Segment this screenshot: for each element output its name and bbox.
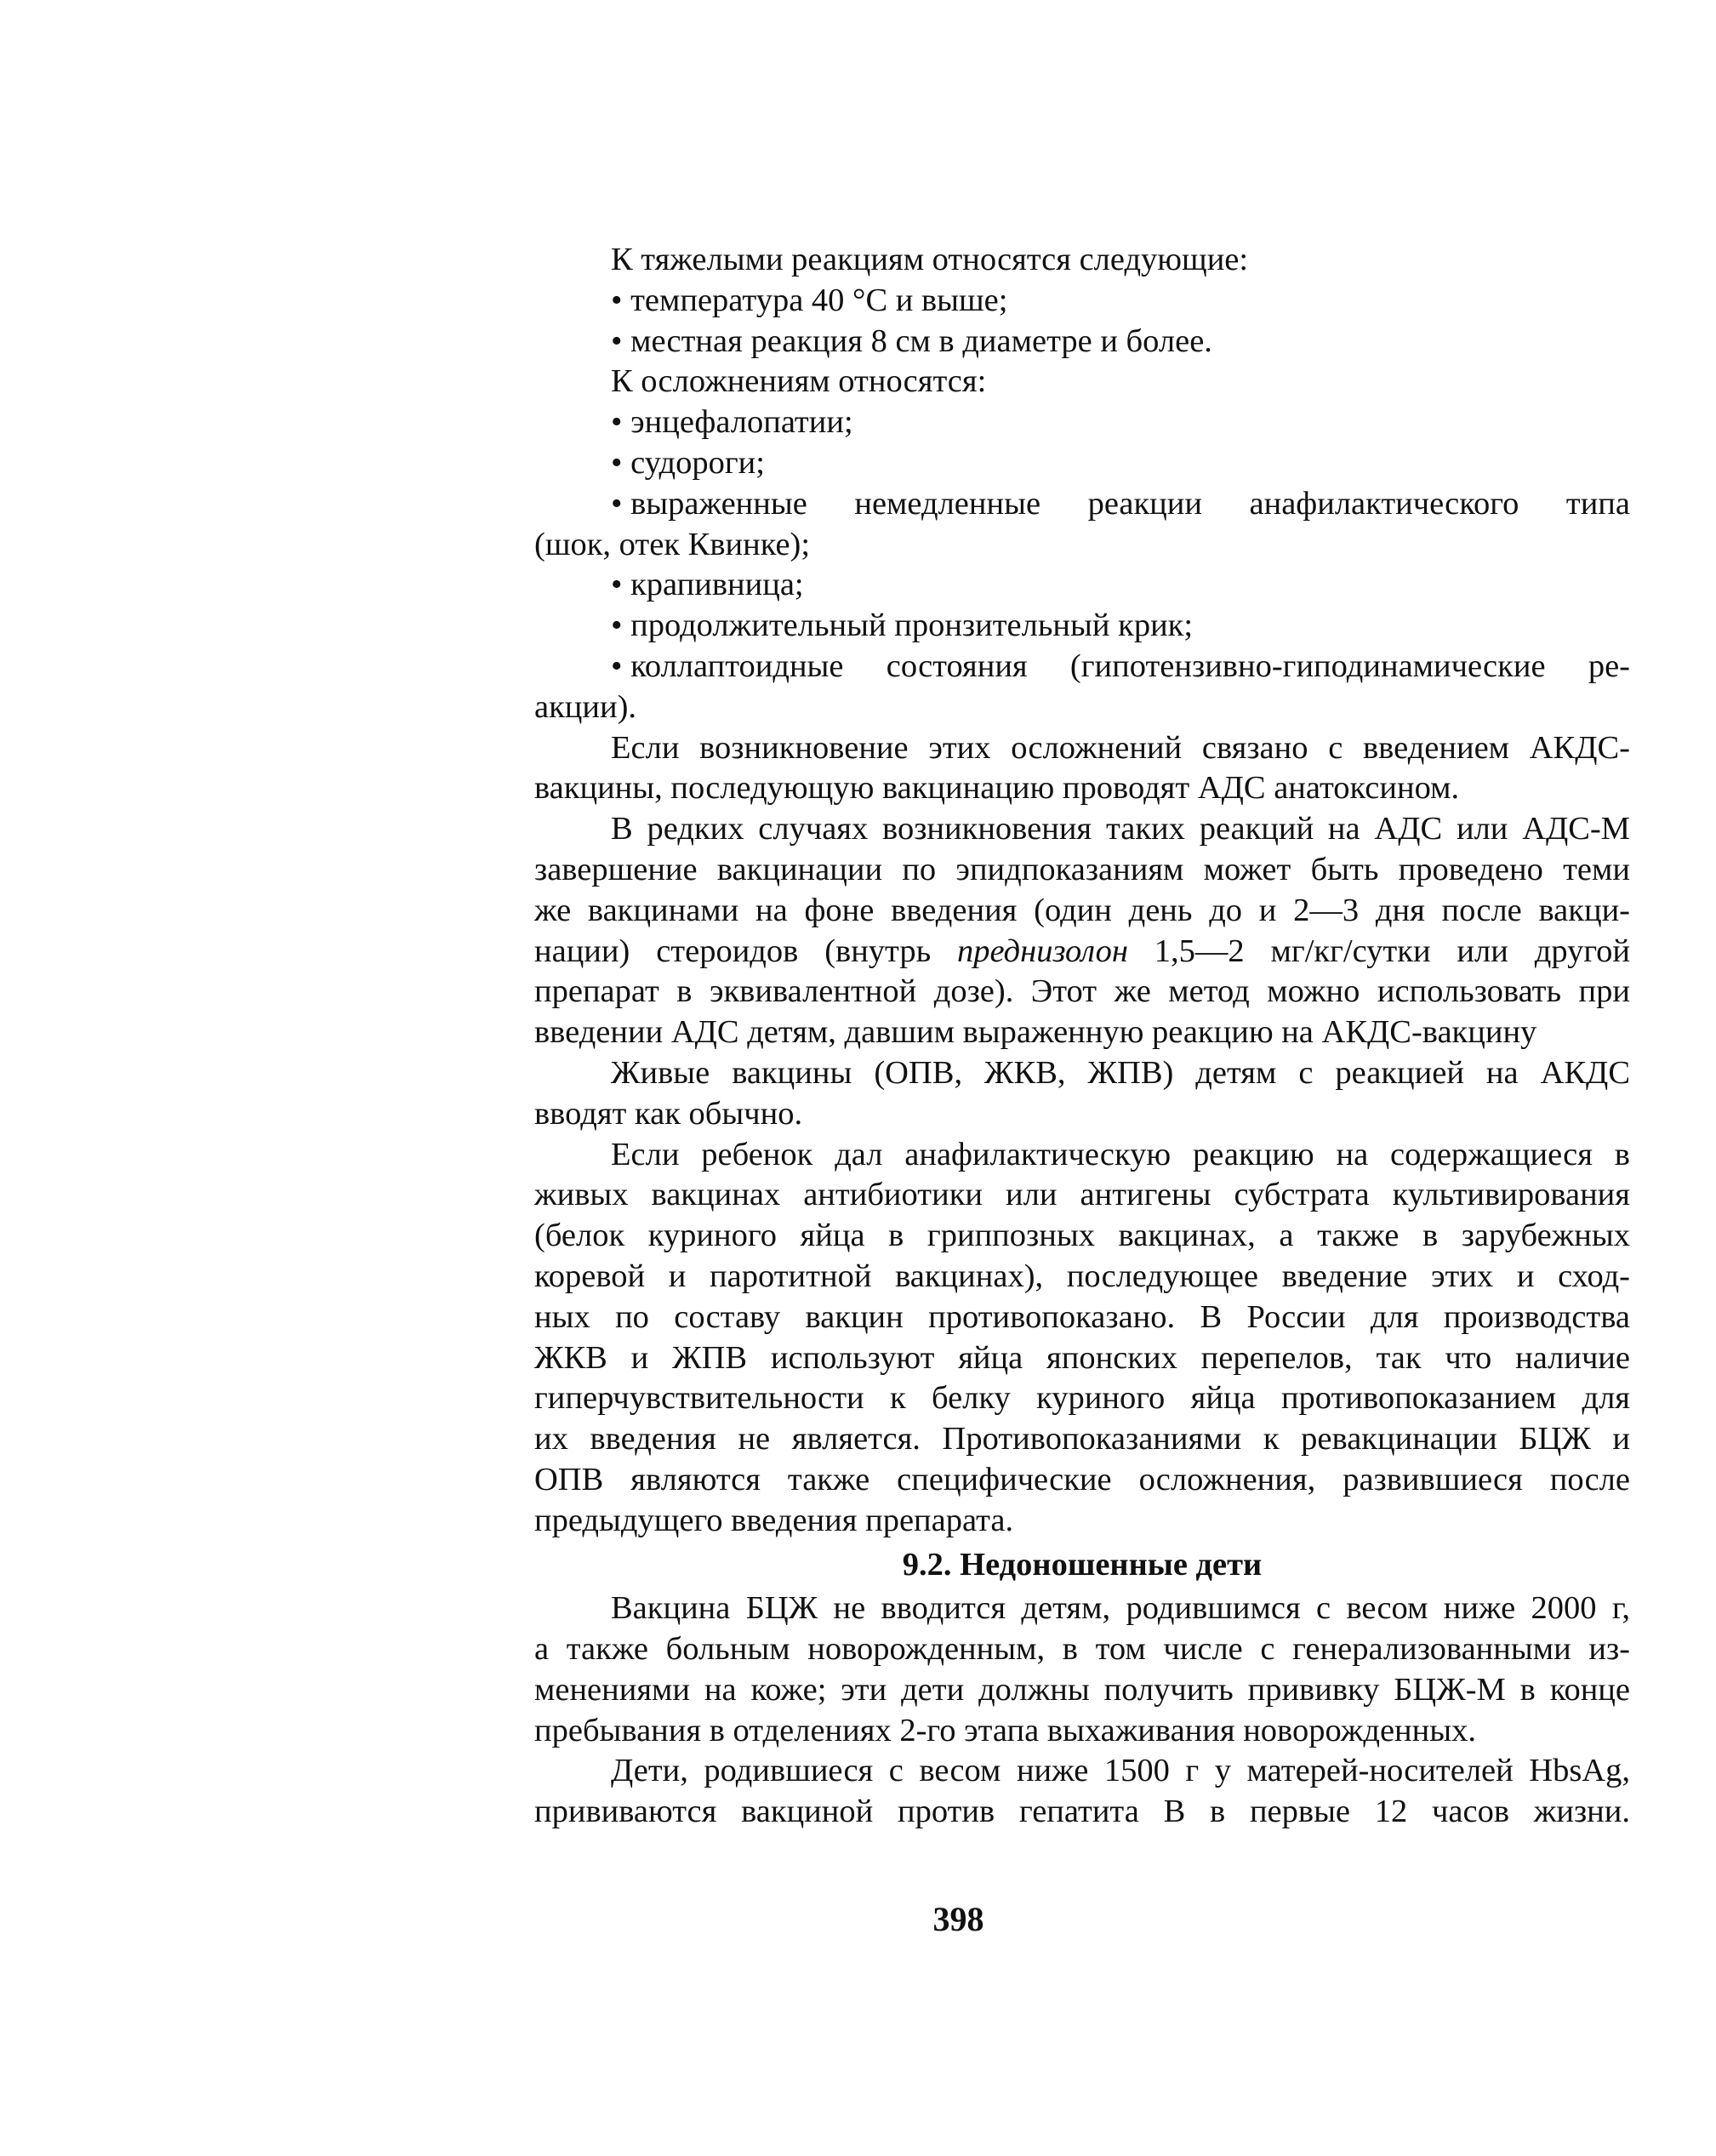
list-item: • крапивница; (534, 565, 1630, 606)
list-item: • местная реакция 8 см в диаметре и более. (534, 322, 1630, 362)
list-item: • температура 40 °С и выше; (534, 281, 1630, 322)
list-item: • энцефалопатии; (534, 402, 1630, 443)
paragraph-line: нации) стероидов (внутрь преднизолон 1,5—2 мг/кг/сутки или другой (534, 933, 1630, 969)
page-text (534, 240, 1630, 1833)
paragraph-line: вводят как обычно. (534, 1095, 803, 1132)
bullet-icon: • (611, 282, 623, 318)
bullet-icon: • (611, 567, 623, 603)
paragraph-line: ЖКВ и ЖПВ используют яйца японских перепелов, так что наличие (534, 1339, 1630, 1376)
bullet-icon: • (611, 404, 623, 441)
paragraph-line: (белок куриного яйца в гриппозных вакцинах, а также в зарубежных (534, 1218, 1630, 1254)
bullet-icon: • (611, 647, 623, 684)
complications-intro: К осложнениям относятся: (611, 363, 987, 400)
paragraph-line: ОПВ являются также специфические осложнения, развившиеся после (534, 1461, 1630, 1497)
paragraph-line: а также больным новорожденным, в том числе с генерализованными из- (534, 1631, 1630, 1668)
page-number: 398 (932, 1900, 984, 1938)
paragraph-line: предыдущего введения препарата. (534, 1502, 1014, 1538)
paragraph-line: живых вакцинах антибиотики или антигены субстрата культивирования (534, 1177, 1630, 1213)
list-item: • коллаптоидные состояния (гипотензивно-гиподинамические ре- (534, 647, 1630, 687)
drug-name: преднизолон (957, 933, 1128, 969)
list-item-continuation: (шок, отек Квинке); (534, 526, 811, 562)
paragraph-line: завершение вакцинации по эпидпоказаниям может быть проведено теми (534, 851, 1630, 887)
paragraph-line: коревой и паротитной вакцинах), последующее введение этих и сход- (534, 1258, 1630, 1294)
bullet-icon: • (611, 485, 623, 522)
bullet-icon: • (611, 322, 623, 359)
severe-reactions-intro: К тяжелыми реакциям относятся следующие: (611, 242, 1249, 277)
list-item: • выраженные немедленные реакции анафилактического типа (534, 484, 1630, 525)
paragraph-line: Вакцина БЦЖ не вводится детям, родившимся с весом ниже 2000 г, (611, 1590, 1630, 1627)
bullet-icon: • (611, 444, 623, 481)
paragraph-line: введении АДС детям, давшим выраженную реакцию на АКДС-вакцину (534, 1014, 1537, 1051)
list-item: • продолжительный пронзительный крик; (534, 606, 1630, 647)
paragraph-line: прививаются вакциной против гепатита В в первые 12 часов жизни. (534, 1794, 1630, 1830)
paragraph-line: менениями на коже; эти дети должны получить прививку БЦЖ-М в конце (534, 1671, 1630, 1708)
paragraph-line: В редких случаях возникновения таких реакций на АДС или АДС-М (611, 811, 1630, 847)
paragraph-line: Дети, родившиеся с весом ниже 1500 г у матерей-носителей HbsAg, (611, 1753, 1630, 1789)
section-heading: 9.2. Недоношенные дети (902, 1546, 1263, 1583)
paragraph-line: вакцины, последующую вакцинацию проводят АДС анатоксином. (534, 770, 1460, 807)
paragraph-line: Если ребенок дал анафилактическую реакцию на содержащиеся в (611, 1136, 1630, 1172)
bullet-icon: • (611, 607, 623, 644)
list-item-continuation: акции). (534, 688, 637, 725)
paragraph-line: же вакцинами на фоне введения (один день до и 2—3 дня после вакци- (534, 892, 1630, 928)
paragraph-line: Если возникновение этих осложнений связано с введением АКДС- (611, 729, 1630, 766)
list-item: • судороги; (534, 443, 1630, 484)
paragraph-line: препарат в эквивалентной дозе). Этот же метод можно использовать при (534, 973, 1630, 1010)
paragraph-line: их введения не является. Противопоказаниями к ревакцинации БЦЖ и (534, 1421, 1630, 1457)
paragraph-line: гиперчувствительности к белку куриного яйца противопоказанием для (534, 1380, 1630, 1417)
paragraph-line: Живые вакцины (ОПВ, ЖКВ, ЖПВ) детям с реакцией на АКДС (611, 1054, 1630, 1091)
paragraph-line: пребывания в отделениях 2-го этапа выхаживания новорожденных. (534, 1712, 1476, 1748)
paragraph-line: ных по составу вакцин противопоказано. В России для производства (534, 1298, 1630, 1335)
